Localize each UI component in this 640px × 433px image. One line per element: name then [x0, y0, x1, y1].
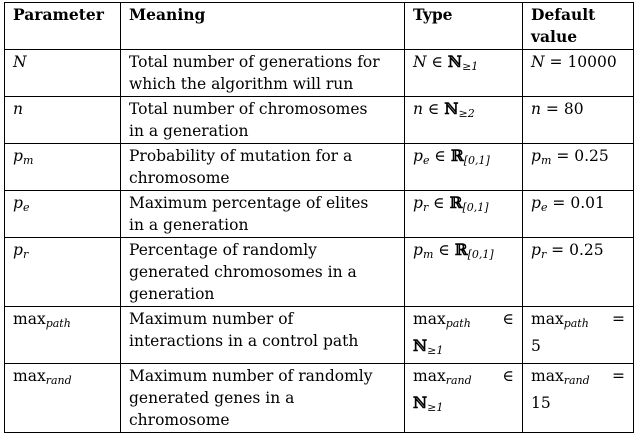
table-row: [5, 97, 634, 144]
meaning-cell: [121, 50, 405, 97]
header-meaning: Meaning: [121, 3, 405, 50]
table-row: [5, 364, 634, 433]
param-cell: $\max_{path}$: [5, 307, 121, 364]
meaning-cell: [121, 307, 405, 364]
param-cell: [5, 50, 121, 97]
meaning-line: Total number of generations for: [129, 53, 380, 71]
default-cell: N = 10000: [523, 50, 634, 97]
param-cell: $p_r$: [5, 238, 121, 307]
param-cell: $\max_{rand}$: [5, 364, 121, 433]
type-cell: n ∈ ℕ$_{\ge 2}$: [405, 97, 523, 144]
meaning-line: which the algorithm will run: [129, 75, 354, 93]
parameters-table: [4, 2, 634, 433]
table-row: [5, 191, 634, 238]
meaning-line: in a generation: [129, 216, 249, 234]
table-row: [5, 238, 634, 307]
meaning-line: generated chromosomes in a: [129, 263, 357, 281]
table-row: [5, 307, 634, 364]
type-cell: $p_m$ ∈ ℝ$_{[0,1]}$: [405, 238, 523, 307]
default-cell: $\max_{path}$ = 5: [523, 307, 634, 364]
default-cell: $p_e = 0.01$: [523, 191, 634, 238]
meaning-line: generated genes in a: [129, 389, 295, 407]
table-row: [5, 50, 634, 97]
meaning-cell: [121, 364, 405, 433]
type-cell: $\max_{path}$ ∈ ℕ$_{\ge 1}$: [405, 307, 523, 364]
param-cell: $p_e$: [5, 191, 121, 238]
meaning-cell: [121, 144, 405, 191]
param-cell: $p_m$: [5, 144, 121, 191]
meaning-line: chromosome: [129, 411, 230, 429]
default-cell: $p_m = 0.25$: [523, 144, 634, 191]
type-cell: N ∈ ℕ$_{\ge 1}$: [405, 50, 523, 97]
default-cell: $p_r = 0.25$: [523, 238, 634, 307]
meaning-line: in a generation: [129, 122, 249, 140]
param-symbol: n: [13, 100, 23, 118]
default-cell: $\max_{rand}$ = 15: [523, 364, 634, 433]
table-row: [5, 144, 634, 191]
meaning-cell: [121, 191, 405, 238]
meaning-line: chromosome: [129, 169, 230, 187]
meaning-line: Probability of mutation for a: [129, 147, 353, 165]
type-cell: $p_e$ ∈ ℝ$_{[0,1]}$: [405, 144, 523, 191]
type-cell: $p_r$ ∈ ℝ$_{[0,1]}$: [405, 191, 523, 238]
meaning-cell: [121, 97, 405, 144]
meaning-line: Maximum number of randomly: [129, 367, 373, 385]
param-cell: [5, 97, 121, 144]
meaning-line: Percentage of randomly: [129, 241, 317, 259]
type-cell: $\max_{rand}$ ∈ ℕ$_{\ge 1}$: [405, 364, 523, 433]
meaning-line: Maximum number of: [129, 310, 294, 328]
meaning-line: Maximum percentage of elites: [129, 194, 369, 212]
header-default-value: Default value: [523, 3, 634, 50]
param-symbol: N: [13, 53, 27, 71]
meaning-cell: [121, 238, 405, 307]
meaning-line: generation: [129, 285, 215, 303]
header-parameter: Parameter: [5, 3, 121, 50]
meaning-line: interactions in a control path: [129, 332, 359, 350]
header-row: [5, 3, 634, 50]
meaning-line: Total number of chromosomes: [129, 100, 368, 118]
default-cell: n = 80: [523, 97, 634, 144]
header-type: Type: [405, 3, 523, 50]
